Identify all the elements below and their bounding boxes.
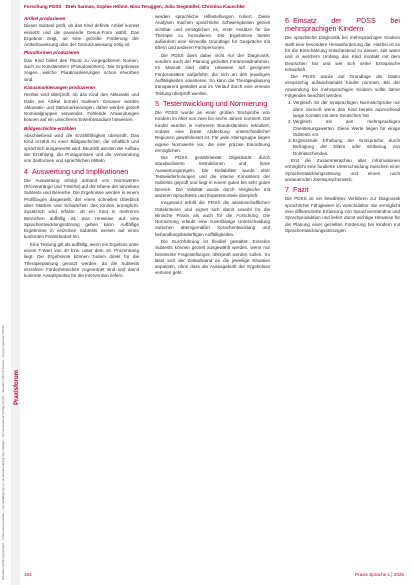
paragraph: Eine Testung gilt als auffällig, wenn ein Ergebnis unter einem T-Wert von 40 bzw. unter dem 16. Prozentrang liegt. Die Ergebnisse können zudem direkt für die Therapieplanung genutzt werden, da die Subtests einzelnen Förderbereichen zugeordnet sind und damit konkrete Ansatzpunkte für die Intervention liefern.: [24, 241, 139, 279]
list-item: 1. Vergleich mit der einsprachigen Normstichprobe nur dann sinnvoll, wenn das Kind bereits ausreichend lange Kontakt mit dem Deutschen hat.: [293, 100, 400, 119]
page-footer: [24, 572, 404, 580]
paragraph: Die PDSS wurde an einer großen Stichprobe von Kindern im Alter von zwei bis sechs Jahren normiert. Die Kinder wurden in mehreren Bundesländern rekrutiert, sodass eine breite Abdeckung unterschiedlicher Regionen gewährleistet ist. Für jede Altersgruppe liegen eigene Normwerte vor, die eine präzise Einordnung ermöglichen.: [155, 110, 270, 153]
section-number: 6: [285, 16, 289, 25]
section-title: Auswertung und Implikationen: [32, 166, 129, 176]
list-item: 2. Vergleich mit den mehrsprachigen Orientierungswerten. Diese Werte liegen für einige Subtests vor.: [293, 119, 400, 138]
journal-section: Forschung PDSS: [24, 4, 62, 9]
paragraph: Abschließend wird die Erzählfähigkeit überprüft. Das Kind erzählt zu einer Bildgeschichte, die inhaltlich und sprachlich ausgewertet wird. Beurteilt werden der Aufbau der Erzählung, die Protagonisten und die Verwendung von Zeitformen und sprachlichen Mitteln.: [24, 133, 139, 164]
section-number: 7: [285, 185, 289, 195]
running-header: Forschung PDSS · Dreh Sarmas, Sophie Höhne, Nina Teruggen, Julia Siegmüller, Christina Kauschke: [24, 4, 245, 9]
paragraph: Hierbei wird überprüft, ob das Kind den Akkusativ und Dativ am Artikel korrekt markiert. Genauer werden Akkusativ- und Dativmarkierungen, daher werden gezielt Nominalgruppen verwendet. Fehlende Anwendungen können auf ein unsicheres Erwerbsstadium hinweisen.: [24, 92, 139, 123]
section-tab-label: Praxisforum: [14, 369, 20, 405]
text-column-2: [155, 14, 270, 278]
paragraph: Die PDSS dient dabei nicht nur der Diagnostik, sondern auch der Planung gezielter Fördermaßnahmen. Im Manual sind dafür Hinweise auf geeignete Förderansätze aufgeführt, die sich an den jeweiligen Auffälligkeiten orientieren. So kann die Therapieplanung transparent gestaltet und im Verlauf durch eine erneute Testung überprüft werden.: [155, 52, 270, 96]
section-title: Fazit: [293, 185, 309, 195]
paragraph: Die PDSS wurde auf Grundlage der Daten einsprachig aufwachsender Kinder normiert. Bei der Anwendung bei mehrsprachigen Kindern sollte daher Folgendes beachtet werden:: [285, 74, 400, 99]
subheading: Artikel produzieren: [24, 16, 66, 21]
section-title: Testentwicklung und Normierung: [163, 98, 268, 108]
text-column-3: [285, 14, 400, 235]
numbered-list: [285, 100, 400, 157]
paragraph: werden sprachliche Hilfestellungen notiert. Diese Analysen machen sprachliche Schwierigkeiten gezielt sichtbar und ermöglichen es, erste Ansätze für die Therapie zu formulieren. Die Ergebnisse bieten außerdem eine sinnvolle Grundlage für Gespräche mit Eltern und anderen Fachpersonen.: [155, 14, 270, 51]
subheading: Kasusmarkierungen produzieren: [24, 84, 96, 90]
section-number: 4: [24, 166, 28, 176]
section-tab: [11, 0, 20, 585]
paragraph: Dieser Subtest prüft, ob das Kind definite Artikel korrekt einsetzt und die passende Genus-Form wählt. Das Ergebnis zeigt, ob eine gezielte Förderung der Artikelzuweisung oder der Genuszuweisung nötig ist.: [24, 23, 139, 48]
paragraph: Insgesamt erfüllt die PDSS die wissenschaftlichen Gütekriterien und eignet sich damit sowohl für die klinische Praxis als auch für die Forschung. Die Normierung erlaubt eine zuverlässige Unterscheidung zwischen altersgemäßer Sprachentwicklung und behandlungsbedürftigen Auffälligkeiten.: [155, 200, 270, 237]
section-number: 5: [155, 98, 159, 108]
paragraph: Die PDSS ist ein bewährtes Verfahren zur Diagnostik sprachlicher Fähigkeiten im Vorschulalter. Sie ermöglicht eine differenzierte Erfassung von Sprachverständnis und Sprachproduktion und liefert damit wichtige Hinweise für die Planung einer gezielten Förderung bei Kindern mit Sprachentwicklungsstörungen.: [285, 196, 400, 233]
section-heading: [285, 186, 400, 194]
section-heading: [24, 168, 139, 176]
section-heading: [285, 17, 400, 33]
copyright-notice: Urheberrechtlich geschützt – Inhalt ohne Gewähr – Vervielfältigung nur mit Genehmigung des Verlags – Schulz-Kirchner Verlag GmbH – Sprache Stimme Gehör – Praxis Sprache 1/2025: [1, 325, 5, 580]
author-list: Dreh Sarmas, Sophie Höhne, Nina Teruggen, Julia Siegmüller, Christina Kauschke: [65, 4, 245, 9]
journal-citation: Praxis Sprache 1 | 2025: [355, 572, 404, 577]
subheading: Pluralformen produzieren: [24, 50, 80, 56]
text-column-1: [24, 14, 139, 280]
paragraph: Erst die Zusammenschau aller Informationen ermöglicht eine fundierte Unterscheidung zwischen einer Sprachentwicklungsstörung und einem noch andauernden Zweitspracherwerb.: [285, 158, 400, 182]
list-item: 3. Ergänzende Erhebung der Erstsprache durch Befragung der Eltern oder Einbezug von Dolmetschenden.: [293, 138, 400, 157]
page-number: 194: [24, 572, 32, 577]
paragraph: Die Durchführung ist flexibel gestaltet: Einzelne Subtests können gezielt ausgewählt werden, wenn nur bestimmte Fragestellungen überprüft werden sollen. So lässt sich der Zeitaufwand an die jeweilige Situation anpassen, ohne dass die Aussagekraft der Ergebnisse verloren geht.: [155, 239, 270, 276]
section-heading: [155, 100, 270, 108]
paragraph: Die Auswertung erfolgt anhand von Normwerten (Prozentränge und T-Werte) auf der Ebene der einzelnen Subtests und Bereiche. Die Ergebnisse werden in einem Profilbogen dargestellt, der einen schnellen Überblick über Stärken und Schwächen des Kindes ermöglicht. Zusätzlich wird erfasst, ob ein Kind in mehreren Bereichen auffällig ist, was Hinweise auf eine Sprachentwicklungsstörung geben kann. Auffällige Ergebnisse in einzelnen Subtests weisen auf einen konkreten Förderbedarf hin.: [24, 177, 139, 240]
subheading: Bildgeschichte erzählen: [24, 125, 77, 131]
paragraph: Das Kind bildet den Plural zu vorgegebenen Nomen, auch zu Kunstwörtern (Pseudowörtern). Die Ergebnisse zeigen, welche Pluralmarkierungen schon erworben sind.: [24, 57, 139, 82]
copyright-strip: [0, 0, 10, 585]
paragraph: Die sprachliche Diagnostik bei mehrsprachigen Kindern stellt eine besondere Herausforderung dar. Hierbei ist es für die Einschätzung entscheidend zu wissen, seit wann und in welchem Umfang das Kind Kontakt mit dem Deutschen hat und wie sich seine Erstsprache entwickelt.: [285, 35, 400, 72]
paragraph: Die PDSS gewährleistet Objektivität durch standardisierte Instruktionen und klare Auswertungsregeln. Die Reliabilität wurde über Testwiederholungen und die interne Konsistenz der Subtests geprüft und liegt in einem guten bis sehr guten Bereich. Die Validität wurde durch Vergleiche mit anderen Sprachtests und Expertenurteile überprüft.: [155, 155, 270, 198]
section-title: Einsatz der PDSS bei mehrsprachigen Kindern: [285, 16, 400, 34]
